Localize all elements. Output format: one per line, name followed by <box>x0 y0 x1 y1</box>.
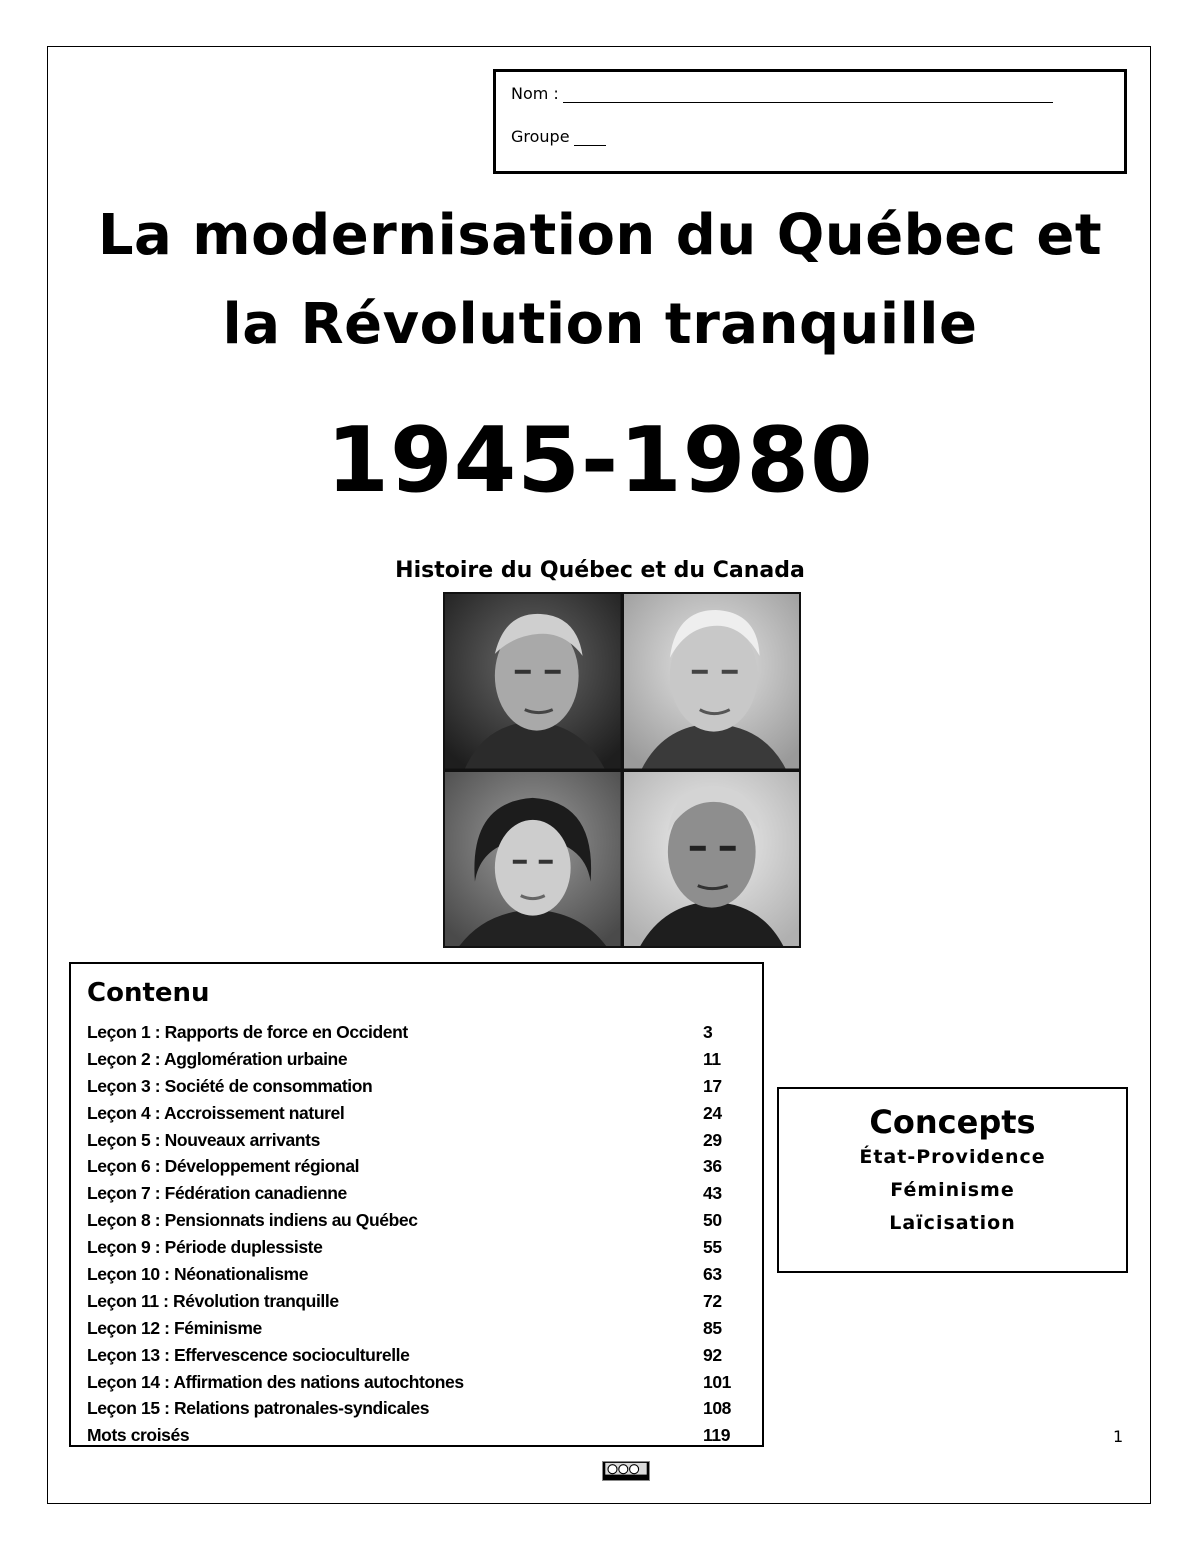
toc-item-page: 11 <box>703 1048 721 1069</box>
toc-item-label: Leçon 12 : Féminisme <box>87 1317 262 1338</box>
title-line-1: La modernisation du Québec et <box>97 203 1103 268</box>
toc-item-page: 43 <box>703 1183 722 1204</box>
toc-item-label: Leçon 2 : Agglomération urbaine <box>87 1048 348 1069</box>
toc-item-label: Leçon 11 : Révolution tranquille <box>87 1290 339 1311</box>
name-field[interactable] <box>563 86 1053 103</box>
toc-row <box>87 1180 751 1207</box>
toc-item-page: 17 <box>703 1075 722 1096</box>
toc-item-label: Leçon 14 : Affirmation des nations autochtones <box>87 1371 464 1392</box>
toc-item-page: 119 <box>703 1425 731 1446</box>
toc-row <box>87 1288 751 1315</box>
concepts-box <box>777 1087 1128 1273</box>
table-of-contents <box>69 962 764 1447</box>
toc-item-page: 3 <box>703 1022 713 1042</box>
title-line-2: la Révolution tranquille <box>222 292 978 357</box>
toc-item-label: Leçon 10 : Néonationalisme <box>87 1264 309 1285</box>
group-label: Groupe <box>511 127 570 146</box>
toc-item-page: 29 <box>703 1129 722 1150</box>
toc-item-label: Mots croisés <box>87 1425 190 1446</box>
toc-item-label: Leçon 7 : Fédération canadienne <box>87 1183 347 1204</box>
student-info-box <box>493 69 1127 174</box>
toc-item-page: 92 <box>703 1344 722 1365</box>
toc-row <box>87 1342 751 1369</box>
toc-item-label: Leçon 3 : Société de consommation <box>87 1075 373 1096</box>
toc-item-label: Leçon 15 : Relations patronales-syndicales <box>87 1398 430 1419</box>
concept-item: Laïcisation <box>889 1212 1016 1234</box>
portrait-grid <box>443 592 801 948</box>
toc-item-page: 63 <box>703 1264 722 1285</box>
toc-item-page: 85 <box>703 1317 722 1338</box>
name-label: Nom : <box>511 84 559 103</box>
toc-row <box>87 1153 751 1180</box>
toc-item-page: 72 <box>703 1290 722 1311</box>
toc-row <box>87 1207 751 1234</box>
group-row <box>511 127 606 146</box>
toc-item-page: 108 <box>703 1398 731 1419</box>
toc-list <box>87 1019 751 1449</box>
concept-item: Féminisme <box>890 1179 1015 1201</box>
portrait-bottom-left <box>445 772 621 947</box>
toc-row <box>87 1395 751 1422</box>
name-row <box>511 84 1053 103</box>
toc-row <box>87 1422 751 1449</box>
toc-item-label: Leçon 9 : Période duplessiste <box>87 1237 323 1258</box>
toc-item-page: 101 <box>703 1371 731 1392</box>
toc-item-label: Leçon 13 : Effervescence socioculturelle <box>87 1344 410 1365</box>
toc-row <box>87 1073 751 1100</box>
toc-row <box>87 1234 751 1261</box>
toc-row <box>87 1369 751 1396</box>
years-heading: 1945-1980 <box>326 408 874 513</box>
toc-item-page: 55 <box>703 1237 722 1258</box>
creative-commons-icon <box>602 1461 650 1481</box>
toc-row <box>87 1315 751 1342</box>
page-number: 1 <box>1113 1427 1124 1446</box>
toc-item-page: 36 <box>703 1156 722 1177</box>
toc-item-label: Leçon 1 : Rapports de force en Occident <box>87 1022 408 1042</box>
toc-row <box>87 1046 751 1073</box>
toc-row <box>87 1100 751 1127</box>
toc-row <box>87 1127 751 1154</box>
concepts-heading: Concepts <box>869 1103 1036 1141</box>
portrait-top-right <box>624 594 800 769</box>
toc-item-label: Leçon 6 : Développement régional <box>87 1156 360 1177</box>
toc-item-label: Leçon 4 : Accroissement naturel <box>87 1102 345 1123</box>
toc-item-label: Leçon 5 : Nouveaux arrivants <box>87 1129 320 1150</box>
toc-item-page: 50 <box>703 1210 722 1231</box>
toc-item-label: Leçon 8 : Pensionnats indiens au Québec <box>87 1210 418 1231</box>
concept-item: État-Providence <box>859 1146 1046 1168</box>
subtitle: Histoire du Québec et du Canada <box>395 558 805 583</box>
group-field[interactable] <box>574 129 606 146</box>
toc-item-page: 24 <box>703 1102 722 1123</box>
portrait-bottom-right <box>624 772 800 947</box>
toc-heading: Contenu <box>87 978 210 1008</box>
toc-row <box>87 1019 751 1046</box>
toc-row <box>87 1261 751 1288</box>
portrait-top-left <box>445 594 621 769</box>
